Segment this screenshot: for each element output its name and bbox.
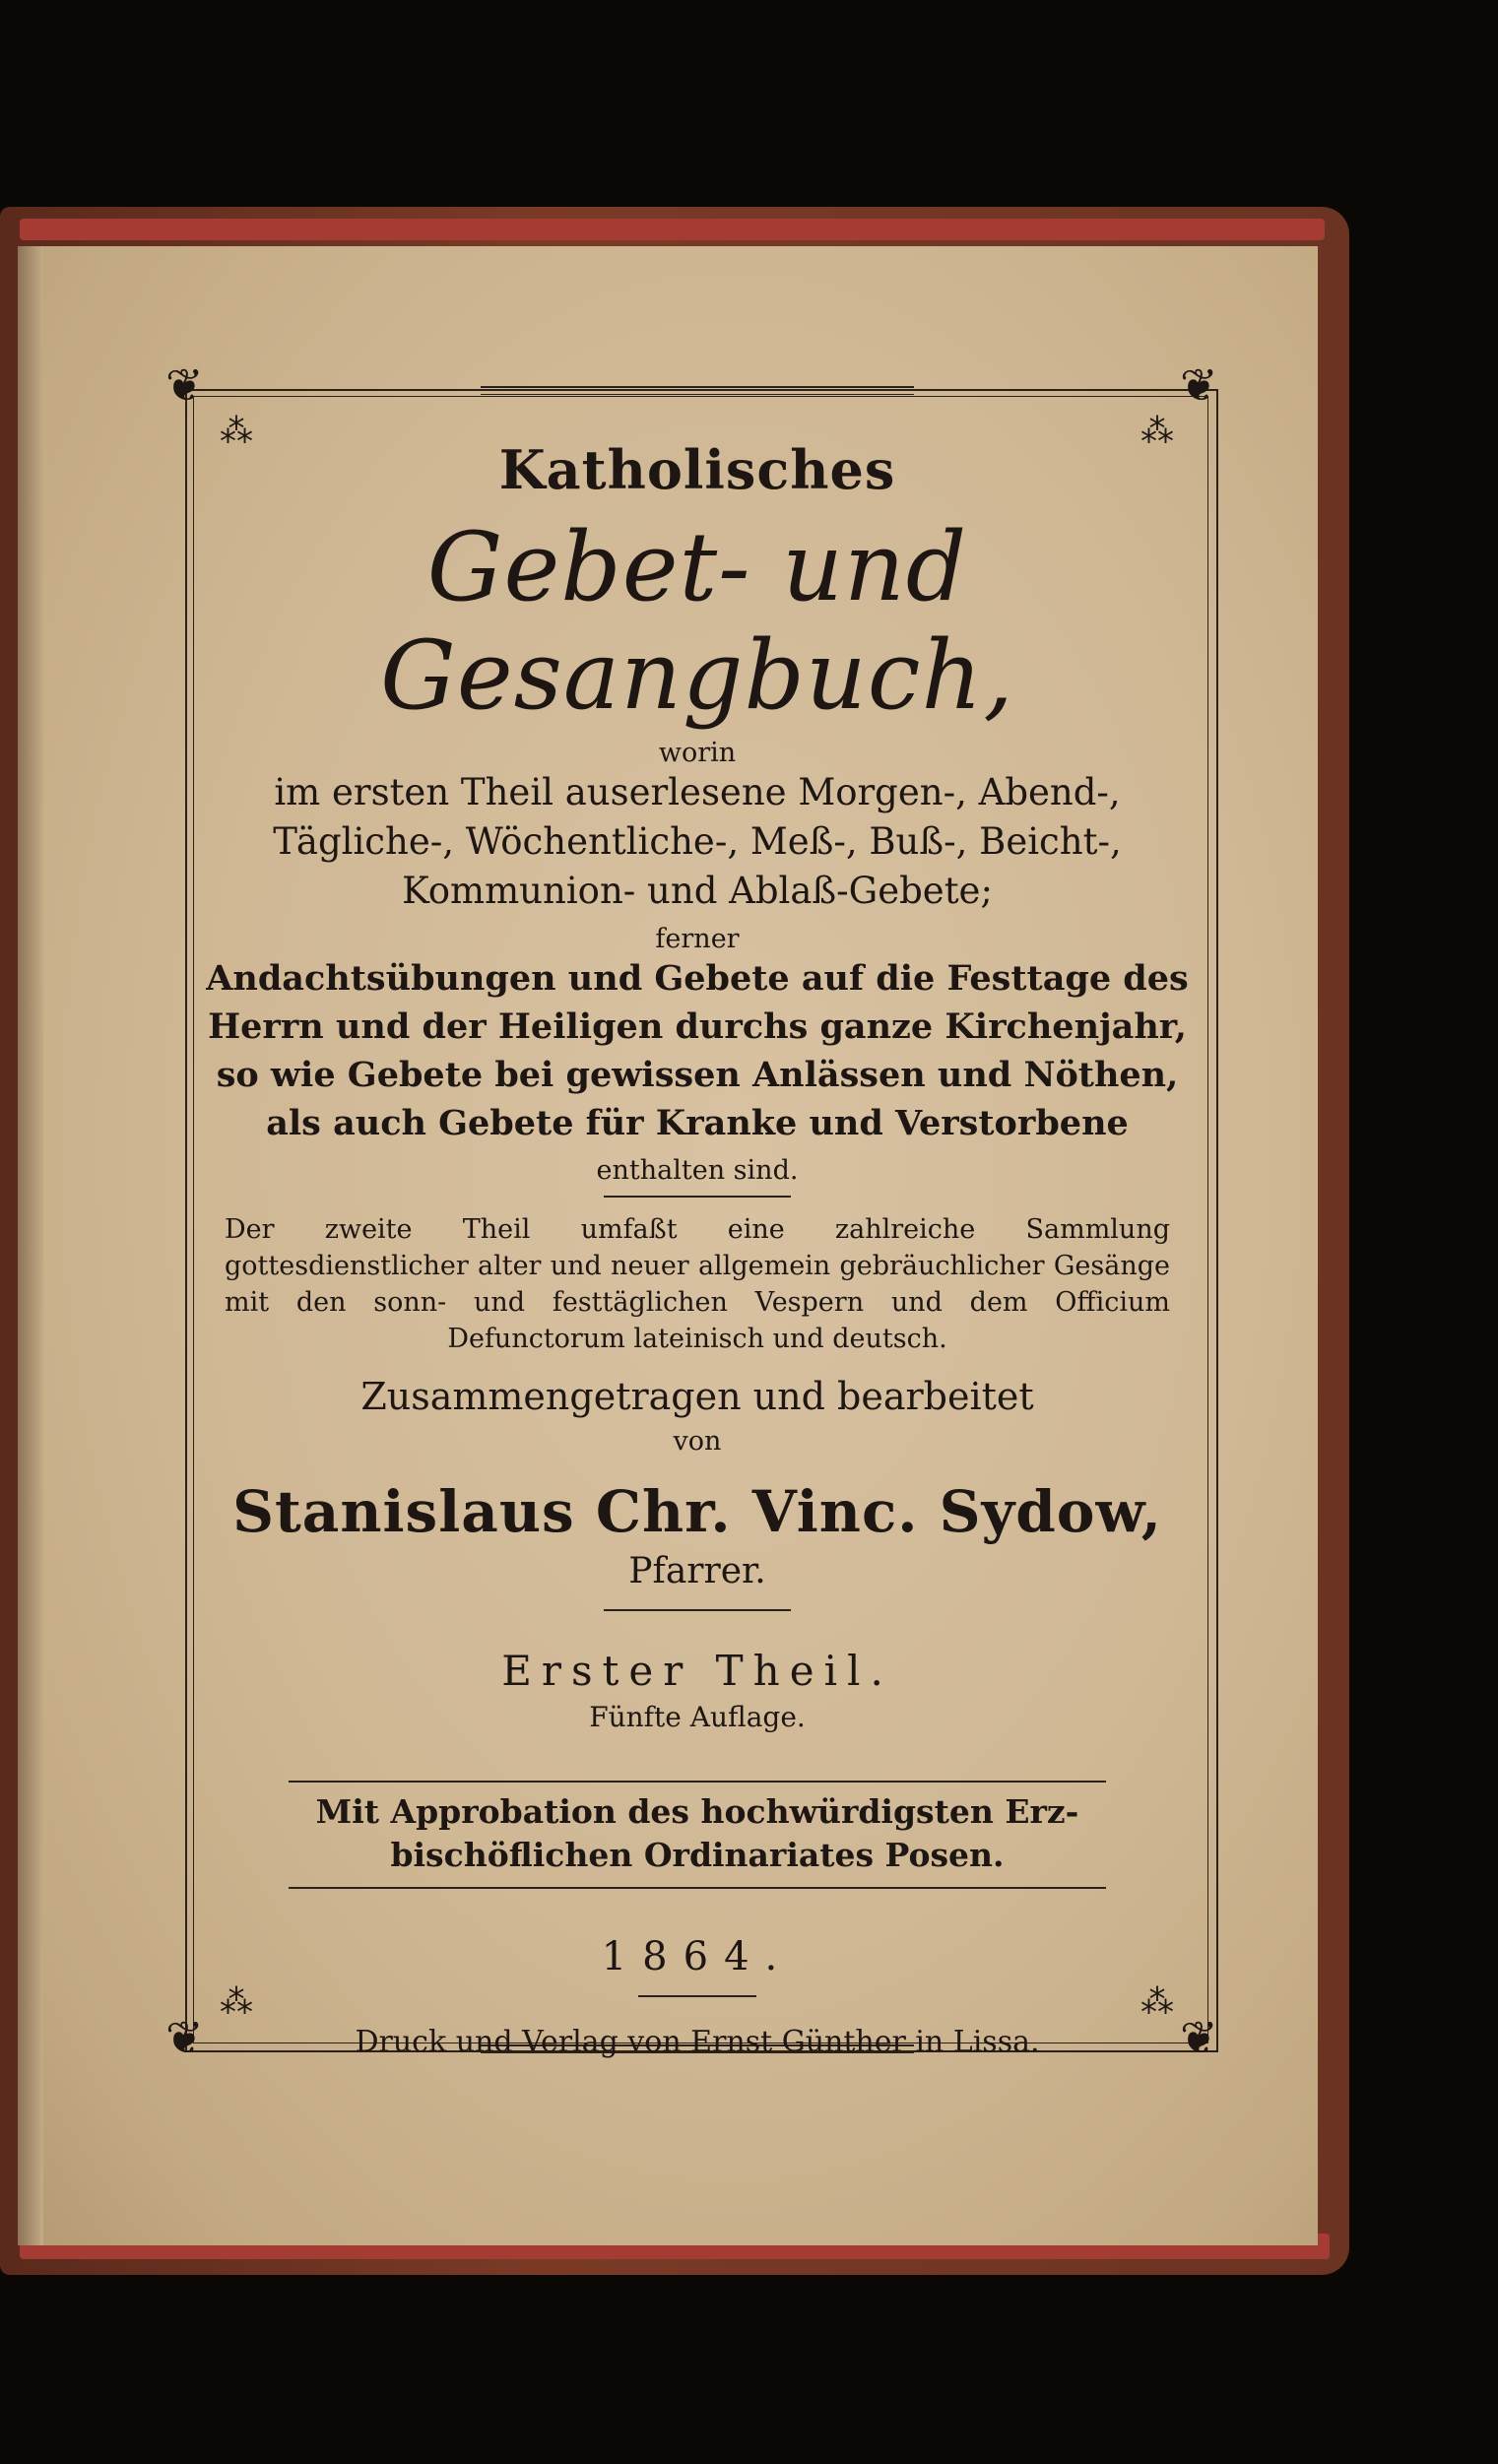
- publication-year: 1864.: [601, 1934, 794, 1979]
- edition-label: Fünfte Auflage.: [589, 1701, 806, 1733]
- first-part-line: im ersten Theil auserlesene Morgen-, Abend-,: [274, 771, 1121, 813]
- separator: [604, 1196, 791, 1198]
- corner-ornament-icon: ❦: [165, 2011, 204, 2064]
- author-title: Pfarrer.: [628, 1551, 766, 1591]
- page-edge-top: [20, 219, 1325, 240]
- corner-ornament-icon: ❦: [1180, 358, 1218, 412]
- separator: [604, 1609, 791, 1611]
- flourish-icon: ⁂: [1140, 412, 1174, 451]
- enthalten-label: enthalten sind.: [596, 1155, 799, 1186]
- compiled-label: Zusammengetragen und bearbeitet: [360, 1375, 1034, 1418]
- first-part-line: Andachtsübungen und Gebete auf die Festtage des: [206, 958, 1189, 999]
- flourish-icon: ⁂: [1140, 1982, 1174, 2022]
- flourish-icon: ⁂: [220, 1982, 253, 2022]
- part-label: Erster Theil.: [501, 1647, 893, 1695]
- first-part-line: so wie Gebete bei gewissen Anlässen und Nöthen,: [216, 1055, 1179, 1095]
- title-line-2: Gebet- und Gesangbuch,: [380, 512, 1014, 731]
- title-page: [18, 246, 1318, 2245]
- title-content: [205, 438, 1190, 2059]
- top-rule: [481, 386, 914, 388]
- von-label: von: [673, 1426, 722, 1457]
- worin-label: worin: [658, 738, 737, 768]
- separator: [638, 1995, 756, 1997]
- ferner-label: ferner: [655, 924, 740, 954]
- second-part-description: Der zweite Theil umfaßt eine zahlreiche Sammlung gottesdienstlicher alter und neuer allgemein gebräuchlicher Gesänge mit den sonn- und festtäglichen Vespern und dem Officium Defunctorum lateinisch und deutsch.: [225, 1214, 1170, 1354]
- first-part-line: Herrn und der Heiligen durchs ganze Kirchenjahr,: [208, 1006, 1187, 1047]
- printer-line: Druck und Verlag von Ernst Günther in Lissa.: [355, 2025, 1040, 2059]
- title-line-1: Katholisches: [498, 438, 896, 501]
- corner-ornament-icon: ❦: [1180, 2011, 1218, 2064]
- top-rule: [481, 394, 914, 395]
- approbation-line: bischöflichen Ordinariates Posen.: [390, 1836, 1005, 1874]
- approbation-line: Mit Approbation des hochwürdigsten Erz-: [315, 1792, 1079, 1831]
- first-part-line: Kommunion- und Ablaß-Gebete;: [402, 870, 993, 912]
- first-part-line: als auch Gebete für Kranke und Verstorbene: [266, 1103, 1129, 1143]
- author-name: Stanislaus Chr. Vinc. Sydow,: [232, 1478, 1162, 1545]
- approbation-box: [289, 1781, 1106, 1889]
- corner-ornament-icon: ❦: [165, 358, 204, 412]
- flourish-icon: ⁂: [220, 412, 253, 451]
- first-part-line: Tägliche-, Wöchentliche-, Meß-, Buß-, Beicht-,: [273, 820, 1122, 863]
